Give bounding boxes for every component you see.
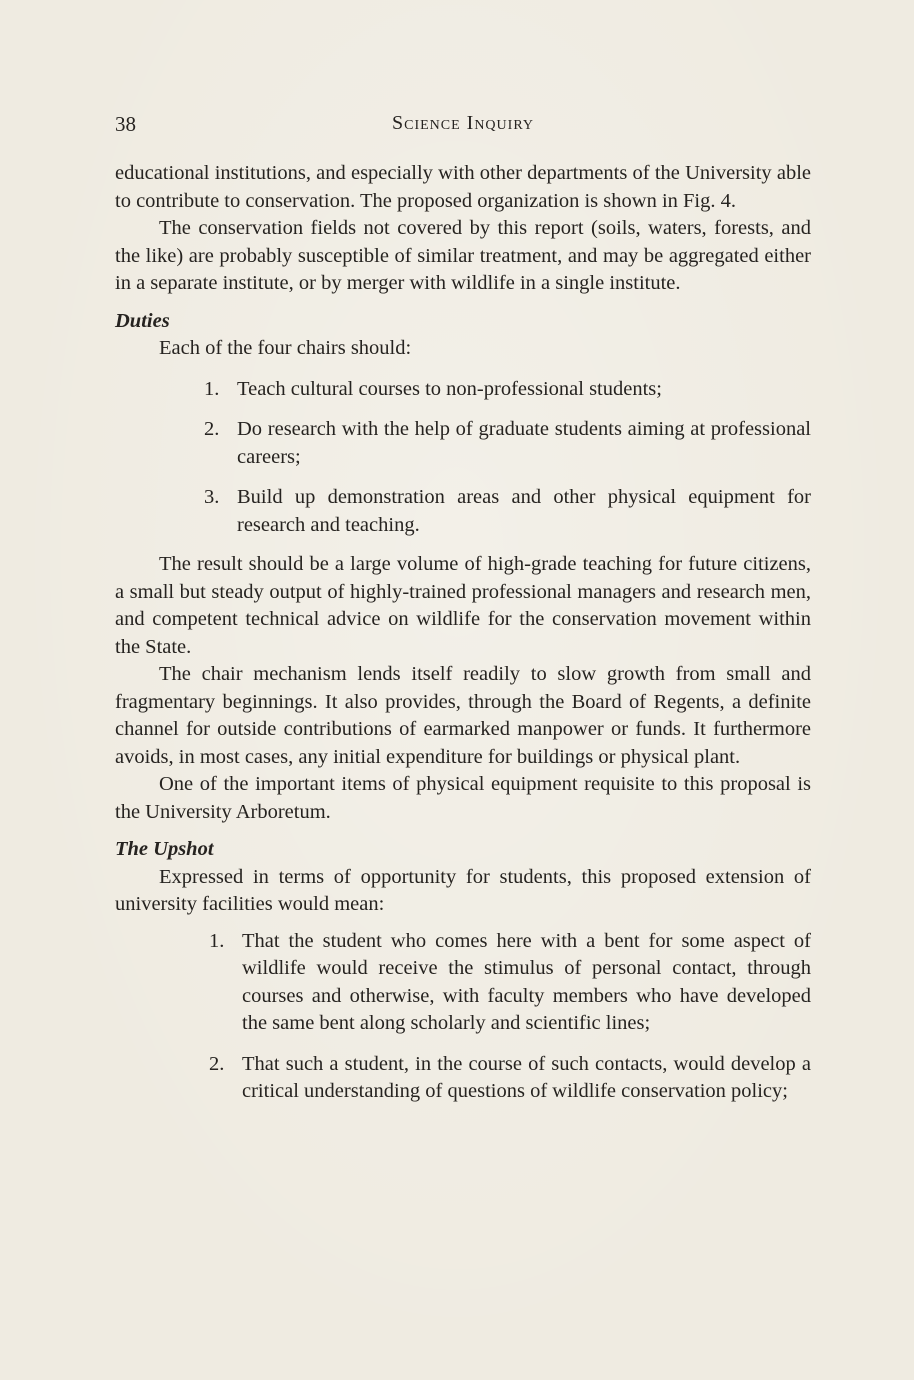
page-number: 38 (115, 112, 136, 136)
upshot-intro: Expressed in terms of opportunity for students, this proposed extension of university facilities would mean: (115, 865, 811, 915)
page-header (115, 112, 811, 142)
list-item (204, 416, 811, 471)
section-heading-duties: Duties (115, 309, 170, 332)
paragraph: The chair mechanism lends itself readily to slow growth from small and fragmentary beginnings. It also provides, through the Board of Regents, a definite channel for outside contributions of earmarked manpower or funds. It furthermore avoids, in most cases, any initial expenditure for buildings or physical plant. (115, 663, 811, 768)
list-item-text: That the student who comes here with a bent for some aspect of wildlife would receive the stimulus of personal contact, through courses and otherwise, with faculty members who have developed the same bent along scholarly and scientific lines; (242, 929, 811, 1034)
list-item-number: 1. (209, 929, 225, 952)
list-item (209, 1051, 811, 1106)
list-item-text: That such a student, in the course of such contacts, would develop a critical understanding of questions of wildlife conservation policy; (242, 1052, 811, 1102)
paragraph: The conservation fields not covered by this report (soils, waters, forests, and the like) are probably susceptible of similar treatment, and may be aggregated either in a separate institute, or by merger with wildlife in a single institute. (115, 217, 811, 294)
section-heading-upshot: The Upshot (115, 838, 214, 860)
list-item-number: 1. (204, 377, 220, 400)
duties-list (204, 376, 811, 540)
list-item (204, 376, 811, 404)
list-item-text: Build up demonstration areas and other physical equipment for research and teaching. (237, 486, 811, 536)
duties-intro: Each of the four chairs should: (159, 337, 412, 359)
list-item-number: 3. (204, 486, 220, 508)
paragraph-continued: educational institutions, and especially with other departments of the University able to contribute to conservation. The proposed organization is shown in Fig. 4. (115, 162, 811, 212)
upshot-list (209, 928, 811, 1106)
list-item (204, 484, 811, 539)
list-item-text: Do research with the help of graduate students aiming at professional careers; (237, 418, 811, 468)
running-head: Science Inquiry (391, 112, 534, 134)
list-item-text: Teach cultural courses to non-professional students; (237, 377, 662, 400)
list-item-number: 2. (209, 1052, 225, 1075)
list-item-number: 2. (204, 418, 220, 440)
page-body (115, 160, 811, 1106)
list-item (209, 928, 811, 1038)
paragraph: The result should be a large volume of high-grade teaching for future citizens, a small but steady output of highly-trained professional managers and research men, and competent technical advice on wildlife for the conservation movement within the State. (115, 553, 811, 658)
paragraph: One of the important items of physical equipment requisite to this proposal is the University Arboretum. (115, 773, 811, 823)
